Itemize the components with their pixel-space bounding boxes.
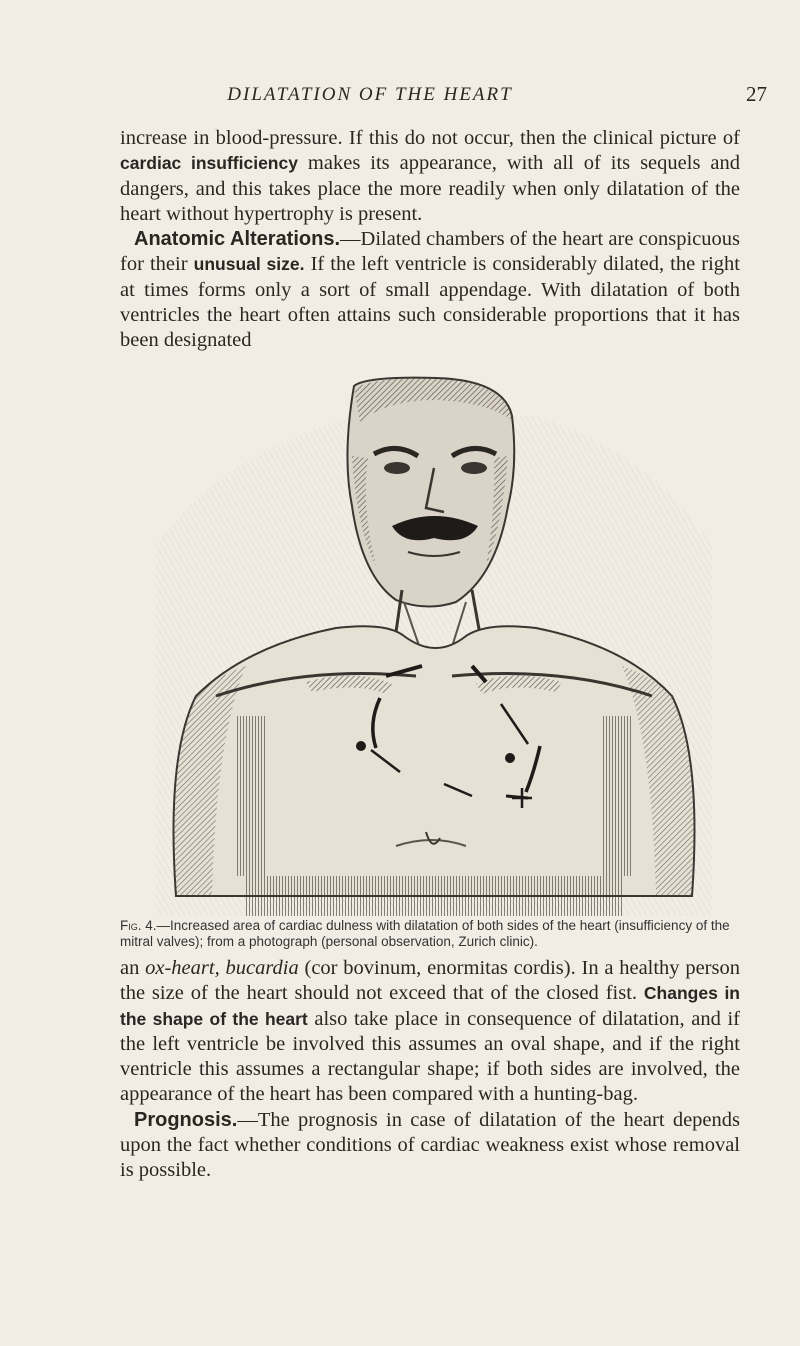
p3-text-b: (cor bovinum, enormitas cordis). In a healthy person the size of the heart should not exceed that of the closed fist. xyxy=(120,957,740,1005)
p3-bold-a: Changes in the shape of the heart xyxy=(120,983,740,1029)
p3-text-c: also take place in consequence of dilatation, and if the left ventricle be involved this assumes an oval shape, and if the right ventricle this assumes a rectangular shape; if both sides are involved, the appearance of the heart has been compared with a hunting-bag. xyxy=(120,1007,740,1106)
figure-label: Fig. 4. xyxy=(120,918,157,933)
p2-text-a: —Dilated chambers of the heart are conspicuous for their xyxy=(120,228,740,276)
p3-text-a: an xyxy=(120,957,146,979)
p1-text-b: makes its appearance, with all of its sequels and dangers, and this takes place the more readily when only dilatation of the heart without hypertrophy is present. xyxy=(120,152,740,225)
figure-caption-text: —Increased area of cardiac dulness with dilatation of both sides of the heart (insufficiency of the mitral valves); from a photograph (personal observation, Zurich clinic). xyxy=(120,918,730,949)
patient-figure-illustration xyxy=(156,376,712,916)
p1-bold-a: cardiac insufficiency xyxy=(120,153,298,174)
figure-caption xyxy=(120,918,740,950)
section-heading-prognosis: Prognosis. xyxy=(134,1108,238,1131)
running-title: DILATATION OF THE HEART xyxy=(227,84,513,105)
text-block-bottom xyxy=(120,956,740,1184)
p1-text-a: increase in blood-pressure. If this do not occur, then the clinical picture of xyxy=(120,127,740,149)
section-heading-anatomic-alterations: Anatomic Alterations. xyxy=(134,228,341,251)
p2-text-b: If the left ventricle is considerably dilated, the right at times forms only a sort of small appendage. With dilatation of both ventricles the heart often attains such considerable proportions that it has been designated xyxy=(120,253,740,352)
page-number: 27 xyxy=(746,82,767,106)
p3-italic-a: ox-heart, bucardia xyxy=(145,957,299,979)
text-block-top xyxy=(120,126,740,354)
p4-text-a: —The prognosis in case of dilatation of the heart depends upon the fact whether conditions of cardiac weakness exist whose removal is possible. xyxy=(120,1108,740,1182)
p2-bold-a: unusual size. xyxy=(193,254,305,275)
